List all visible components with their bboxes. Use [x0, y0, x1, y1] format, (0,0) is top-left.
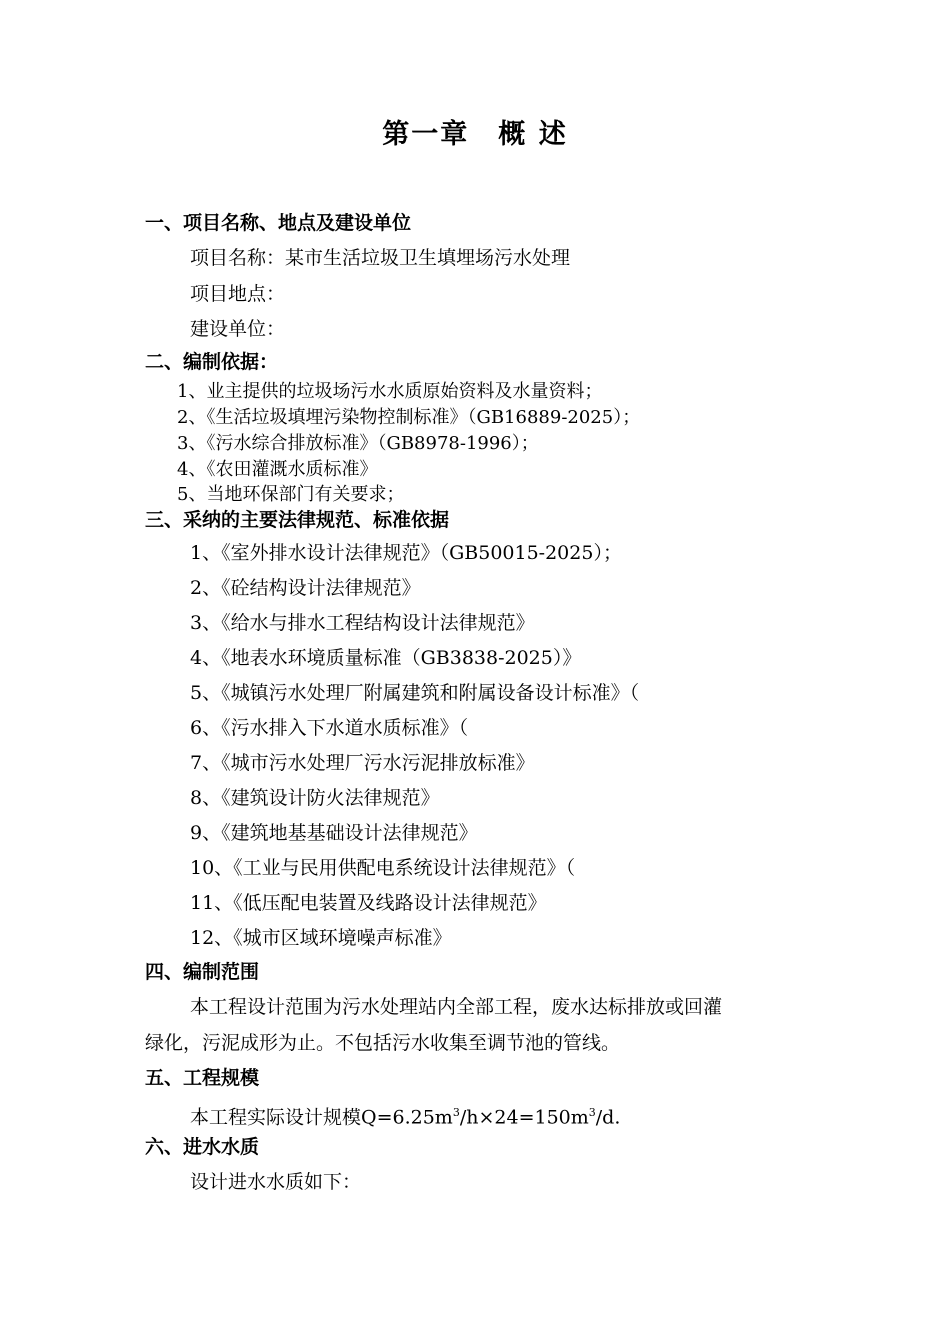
- construction-unit-line: 建设单位：: [190, 318, 286, 340]
- basis-item: 1、业主提供的垃圾场污水水质原始资料及水量资料；: [177, 381, 603, 402]
- basis-item: 5、当地环保部门有关要求；: [177, 484, 405, 505]
- scale-text-mid: /h×24=150m: [459, 1106, 589, 1129]
- scope-paragraph-line: 绿化，污泥成形为止。不包括污水收集至调节池的管线。: [145, 1032, 621, 1054]
- section-heading-influent: 六、进水水质: [145, 1136, 260, 1158]
- basis-item: 4、《农田灌溉水质标准》: [177, 459, 378, 480]
- scale-text-prefix: 本工程实际设计规模Q=6.25m: [190, 1106, 453, 1129]
- standard-item: 9、《建筑地基基础设计法律规范》: [190, 822, 478, 844]
- basis-item: 3、《污水综合排放标准》（GB8978-1996）；: [177, 433, 539, 454]
- section-heading-basis: 二、编制依据：: [145, 351, 279, 373]
- basis-item: 2、《生活垃圾填埋污染物控制标准》（GB16889-2025）；: [177, 407, 641, 428]
- standard-item: 10、《工业与民用供配电系统设计法律规范》（: [190, 857, 576, 879]
- superscript-3: 3: [452, 1106, 460, 1119]
- standard-item: 1、《室外排水设计法律规范》（GB50015-2025）；: [190, 542, 622, 564]
- scale-text-suffix: /d.: [595, 1106, 621, 1129]
- standard-item: 8、《建筑设计防火法律规范》: [190, 787, 440, 809]
- standard-item: 3、《给水与排水工程结构设计法律规范》: [190, 612, 535, 634]
- section-heading-standards: 三、采纳的主要法律规范、标准依据: [145, 509, 450, 531]
- standard-item: 7、《城市污水处理厂污水污泥排放标准》: [190, 752, 535, 774]
- project-name-line: 项目名称：某市生活垃圾卫生填埋场污水处理: [190, 247, 571, 269]
- scale-line: [190, 1100, 620, 1130]
- standard-item: 12、《城市区域环境噪声标准》: [190, 927, 452, 949]
- standard-item: 4、《地表水环境质量标准（GB3838-2025）》: [190, 647, 582, 669]
- superscript-3: 3: [588, 1106, 596, 1119]
- standard-item: 2、《砼结构设计法律规范》: [190, 577, 421, 599]
- standard-item: 11、《低压配电装置及线路设计法律规范》: [190, 892, 547, 914]
- section-heading-project: 一、项目名称、地点及建设单位: [145, 212, 412, 234]
- scope-paragraph-line: 本工程设计范围为污水处理站内全部工程，废水达标排放或回灌: [190, 996, 723, 1018]
- section-heading-scope: 四、编制范围: [145, 961, 260, 983]
- standard-item: 5、《城镇污水处理厂附属建筑和附属设备设计标准》（: [190, 682, 640, 704]
- standard-item: 6、《污水排入下水道水质标准》（: [190, 717, 469, 739]
- section-heading-scale: 五、工程规模: [145, 1067, 260, 1089]
- page-title: 第一章 概 述: [382, 119, 568, 150]
- influent-intro-line: 设计进水水质如下：: [190, 1171, 362, 1193]
- project-location-line: 项目地点：: [190, 283, 286, 305]
